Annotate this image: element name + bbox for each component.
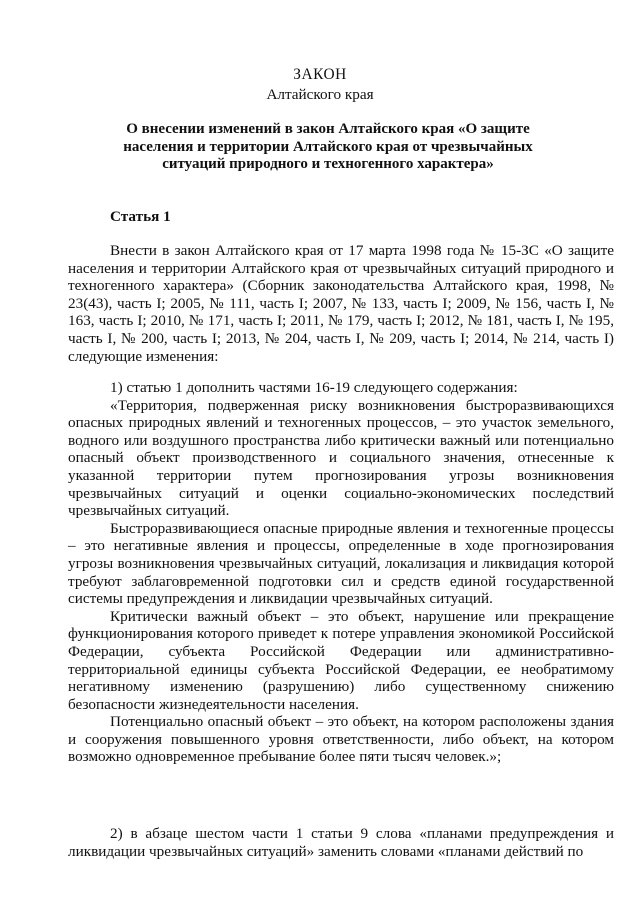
article-item1-block [68,379,614,766]
article-item2-block [68,825,614,860]
item-1-lead: 1) статью 1 дополнить частями 16-19 следующего содержания: [110,379,518,396]
document-subject: О внесении изменений в закон Алтайского края «О защите населения и территории Алтайского края от чрезвычайных ситуаций природного и техногенного характера» [123,121,533,173]
article-heading: Статья 1 [110,208,171,225]
item-1-paragraph-critical-object: Критически важный объект – это объект, нарушение или прекращение функционирования которого приведет к потере управления экономикой Российской Федерации, субъекта Российской Федерации или административно-территориальной единицы субъекта Российской Федерации, ее необратимому негативному изменению (разрушению) либо существенному снижению безопасности жизнедеятельности населения. [68,607,614,713]
item-1-paragraph-hazardous-object: Потенциально опасный объект – это объект, на котором расположены здания и сооружения повышенного уровня ответственности, либо объект, на котором возможно одновременное пребывание более пяти тысяч человек.»; [68,713,614,766]
item-1-paragraph-fast-processes: Быстроразвивающиеся опасные природные явления и техногенные процессы – это негативные явления и процессы, определенные в ходе прогнозирования угрозы возникновения чрезвычайных ситуаций, локализация и ликвидация которой требуют заблаговременной подготовки сил и средств единой государственной системы предупреждения и ликвидации чрезвычайных ситуаций. [68,519,614,608]
item-1-paragraph-territory: «Территория, подверженная риску возникновения быстроразвивающихся опасных природных явлений и техногенных процессов, – это участок земельного, водного или воздушного пространства либо критически важный или потенциально опасный объект производственного и социального значения, отнесенные к указанной территории путем прогнозирования угрозы возникновения чрезвычайных ситуаций и оценки социально-экономических последствий чрезвычайных ситуаций. [68,396,614,520]
article-intro: Внести в закон Алтайского края от 17 марта 1998 года № 15-ЗС «О защите населения и территории Алтайского края от чрезвычайных ситуаций природного и техногенного характера» (Сборник законодательства Алтайского края, 1998, № 23(43), часть I; 2005, № 111, часть I; 2007, № 133, часть I; 2009, № 156, часть I, № 163, часть I; 2010, № 171, часть I; 2011, № 179, часть I; 2012, № 181, часть I, № 195, часть I, № 200, часть I; 2013, № 204, часть I, № 209, часть I; 2014, № 214, часть I) следующие изменения: [68,242,614,365]
document-type: ЗАКОН [293,66,347,83]
article-intro-block [68,242,614,365]
item-2: 2) в абзаце шестом части 1 статьи 9 слова «планами предупреждения и ликвидации чрезвычайных ситуаций» заменить словами «планами действий по [68,825,614,860]
document-region: Алтайского края [266,86,374,103]
